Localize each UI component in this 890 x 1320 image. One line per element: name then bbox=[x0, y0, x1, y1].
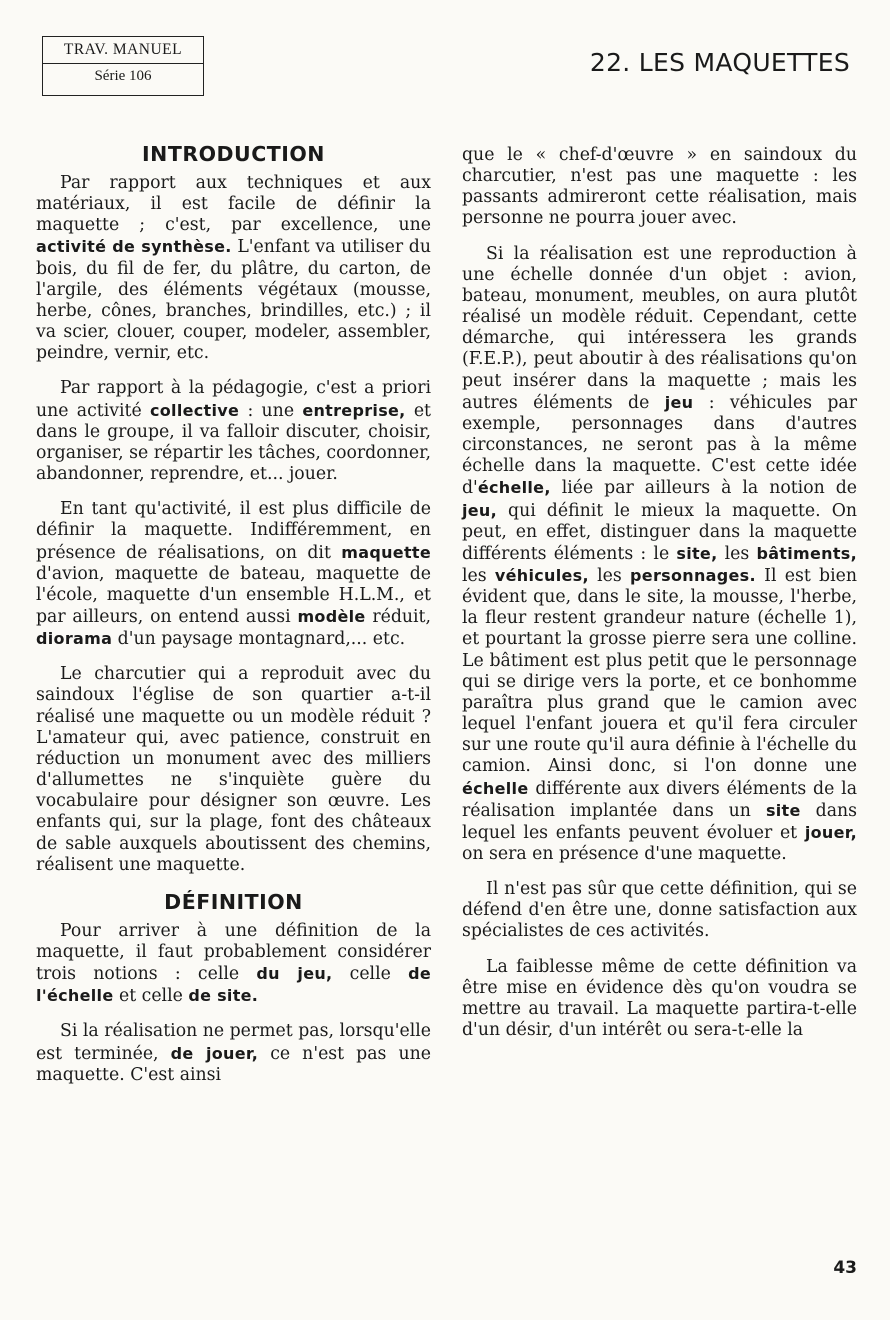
weakness-paragraph: La faiblesse même de cette définition va être mise en évidence dès qu'on voudra se mettre au travail. La maquette partira-t-elle d'un désir, d'un intérêt ou sera-t-elle la bbox=[462, 956, 857, 1041]
series-box-divider bbox=[43, 63, 203, 64]
intro-paragraph-1: Par rapport aux techniques et aux matériaux, il est facile de définir la maquette ; c'est, par excellence, une activité de synthèse. L'enfant va utiliser du bois, du fil de fer, du plâtre, du carton, de l'argile, des éléments végétaux (mousse, herbe, cônes, branches, brindilles, etc.) ; il va scier, clouer, couper, modeler, assembler, peindre, vernir, etc. bbox=[36, 173, 431, 364]
continued-paragraph: que le « chef-d'œuvre » en saindoux du charcutier, n'est pas une maquette : les passants admireront cette réalisation, mais personne ne pourra jouer avec. bbox=[462, 145, 857, 229]
series-box-subject: TRAV. MANUEL bbox=[63, 41, 183, 58]
introduction-heading: INTRODUCTION bbox=[142, 142, 325, 166]
scale-paragraph: Si la réalisation est une reproduction à une échelle donnée d'un objet : avion, bateau, monument, meubles, on aura plutôt réalisé un modèle réduit. Cependant, cette démarche, qui intéressera les grands (F.E.P.), peut aboutir à des réalisations qu'on peut insérer dans la maquette ; mais les autres éléments de jeu : véhicules par exemple, personnages dans d'autres circonstances, ne seront pas à la même échelle dans la maquette. C'est cette idée d'échelle, liée par ailleurs à la notion de jeu, qui définit le mieux la maquette. On peut, en effet, distinguer dans la maquette différents éléments : le site, les bâtiments, les véhicules, les personnages. Il est bien évident que, dans le site, la mousse, l'herbe, la fleur restent grandeur nature (échelle 1), et pourtant la grosse pierre sera une colline. Le bâtiment est plus petit que le personnage qui se dirige vers la porte, et ce bonhomme paraîtra plus grand que le camion avec lequel l'enfant jouera et qu'il fera circuler sur une route qu'il aura définie à l'échelle du camion. Ainsi donc, si l'on donne une échelle différente aux divers éléments de la réalisation implantée dans un site dans lequel les enfants peuvent évoluer et jouer, on sera en présence d'une maquette. bbox=[462, 243, 858, 864]
left-column bbox=[36, 142, 431, 1100]
intro-paragraph-4: Le charcutier qui a reproduit avec du saindoux l'église de son quartier a-t-il réalisé une maquette ou un modèle réduit ? L'amateur qui, avec patience, construit en réduction un monument avec des milliers d'allumettes ne s'inquiète guère du vocabulaire pour désigner son œuvre. Les enfants qui, sur la plage, font des châteaux de sable auxquels aboutissent des chemins, réalisent une maquette. bbox=[36, 664, 431, 875]
intro-paragraph-2: Par rapport à la pédagogie, c'est a priori une activité collective : une entreprise, et dans le groupe, il va falloir discuter, choisir, organiser, se répartir les tâches, coordonner, abandonner, reprendre, et... jouer. bbox=[36, 378, 431, 485]
right-column bbox=[462, 145, 857, 1055]
satisfaction-paragraph: Il n'est pas sûr que cette définition, qui se défend d'en être une, donne satisfaction aux spécialistes de ces activités. bbox=[462, 879, 857, 942]
definition-paragraph-1: Pour arriver à une définition de la maquette, il faut probablement considérer trois notions : celle du jeu, celle de l'échelle et celle de site. bbox=[36, 920, 431, 1007]
definition-heading: DÉFINITION bbox=[164, 889, 303, 914]
definition-paragraph-2: Si la réalisation ne permet pas, lorsqu'elle est terminée, de jouer, ce n'est pas une maquette. C'est ainsi bbox=[36, 1021, 431, 1085]
chapter-title: 22. LES MAQUETTES bbox=[589, 48, 850, 77]
page-number: 43 bbox=[833, 1258, 857, 1278]
intro-paragraph-3: En tant qu'activité, il est plus difficile de définir la maquette. Indifféremment, en présence de réalisations, on dit maquette d'avion, maquette de bateau, maquette de l'école, maquette d'un ensemble H.L.M., et par ailleurs, on entend aussi modèle réduit, diorama d'un paysage montagnard,... etc. bbox=[36, 499, 431, 650]
series-box bbox=[42, 36, 204, 96]
series-box-series: Série 106 bbox=[94, 68, 152, 84]
